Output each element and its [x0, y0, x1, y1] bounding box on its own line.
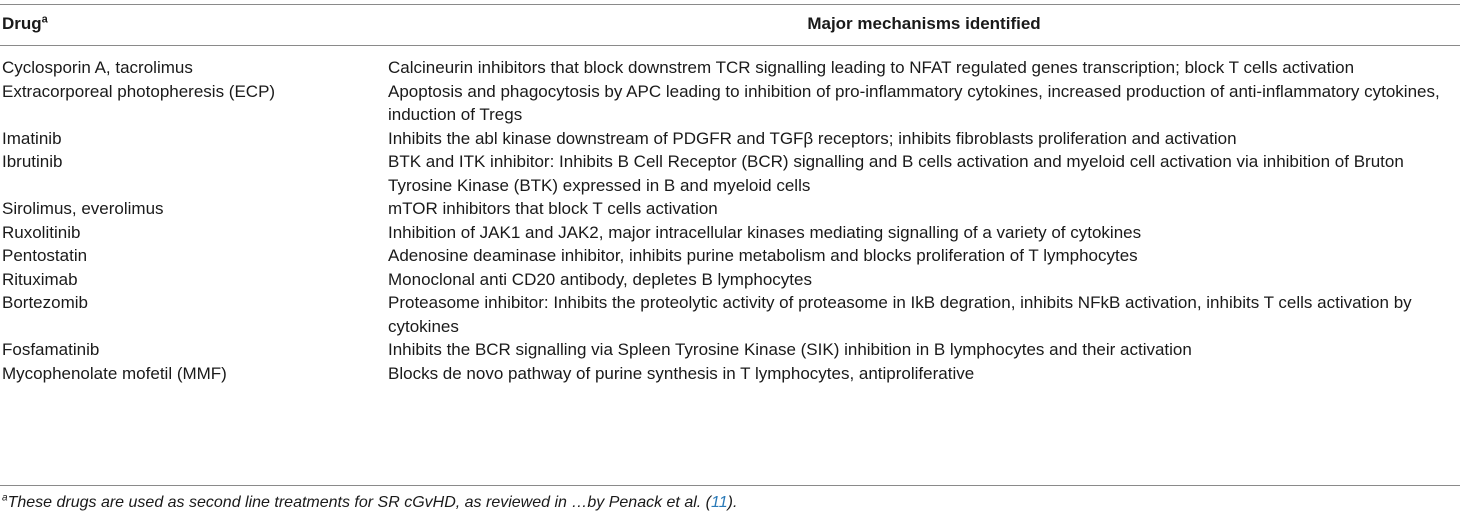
drug-mechanism-table: [0, 4, 1460, 391]
mechanism-cell: Calcineurin inhibitors that block downstrem TCR signalling leading to NFAT regulated genes transcription; block T cells activation: [388, 58, 1355, 77]
drug-cell: Imatinib: [2, 128, 62, 148]
mechanism-cell: Monoclonal anti CD20 antibody, depletes B lymphocytes: [388, 269, 812, 289]
table-footnote: [2, 493, 1442, 513]
mechanism-cell: BTK and ITK inhibitor: Inhibits B Cell Receptor (BCR) signalling and B cells activation and myeloid cell activation via inhibition of Bruton Tyrosine Kinase (BTK) expressed in B and myeloid cells: [388, 152, 1404, 195]
header-drug: Drug$^a$: [0, 5, 388, 46]
mechanism-cell: Inhibits the BCR signalling via Spleen Tyrosine Kinase (SIK) inhibition in B lymphocytes and their activation: [388, 340, 1192, 359]
mechanism-cell: Blocks de novo pathway of purine synthesis in T lymphocytes, antiproliferative: [388, 363, 975, 383]
drug-cell: Fosfamatinib: [2, 340, 100, 359]
table-row: [0, 268, 1460, 292]
table-row: [0, 244, 1460, 268]
drug-cell: Cyclosporin A, tacrolimus: [2, 58, 193, 77]
table-row: [0, 46, 1460, 80]
table-row: [0, 291, 1460, 338]
drug-cell: Sirolimus, everolimus: [2, 199, 164, 218]
table-row: [0, 362, 1460, 392]
table-row: [0, 150, 1460, 197]
table-row: [0, 197, 1460, 221]
drug-cell: Pentostatin: [2, 246, 88, 265]
drug-cell: Ibrutinib: [2, 152, 63, 171]
drug-cell: Extracorporeal photopheresis (ECP): [2, 81, 276, 101]
table-row: [0, 338, 1460, 362]
drug-cell: Bortezomib: [2, 293, 88, 312]
mechanism-cell: Inhibits the abl kinase downstream of PDGFR and TGFβ receptors; inhibits fibroblasts proliferation and activation: [388, 128, 1237, 148]
mechanism-cell: mTOR inhibitors that block T cells activation: [388, 199, 718, 218]
footnote-end: ).: [727, 494, 738, 511]
drug-cell: Mycophenolate mofetil (MMF): [2, 363, 227, 383]
footnote-text: These drugs are used as second line treatments for SR cGvHD, as reviewed in …by Penack et al. (: [7, 494, 711, 511]
mechanism-cell: Apoptosis and phagocytosis by APC leading to inhibition of pro-inflammatory cytokines, increased production of anti-inflammatory cytokines, induction of Tregs: [388, 81, 1440, 124]
drug-cell: Ruxolitinib: [2, 222, 81, 242]
table-header-row: [0, 5, 1460, 46]
table-bottom-rule: [0, 485, 1460, 486]
table-row: [0, 80, 1460, 127]
mechanism-cell: Proteasome inhibitor: Inhibits the proteolytic activity of proteasome in IkB degration, inhibits NFkB activation, inhibits T cells activation by cytokines: [388, 293, 1412, 336]
footnote-marker: a: [2, 492, 8, 504]
drug-cell: Rituximab: [2, 269, 78, 289]
table-row: [0, 127, 1460, 151]
header-mechanisms: Major mechanisms identified: [388, 5, 1460, 46]
table-row: [0, 221, 1460, 245]
footnote-citation-link[interactable]: 11: [711, 494, 728, 511]
mechanism-cell: Adenosine deaminase inhibitor, inhibits purine metabolism and blocks proliferation of T lymphocytes: [388, 246, 1138, 265]
header-drug-footnote-marker: a: [41, 13, 48, 26]
mechanism-cell: Inhibition of JAK1 and JAK2, major intracellular kinases mediating signalling of a variety of cytokines: [388, 222, 1142, 242]
